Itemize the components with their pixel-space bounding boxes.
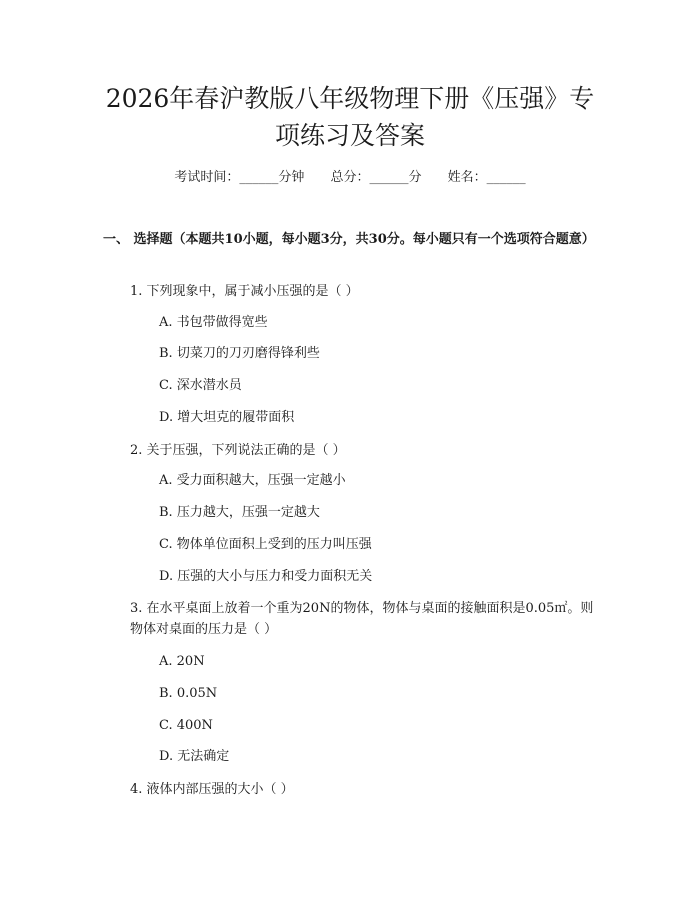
question-1-text: 1. 下列现象中，属于减小压强的是（ ） <box>130 284 359 299</box>
exam-meta <box>0 166 700 185</box>
question-1-option-b: B. 切菜刀的刀刃磨得锋利些 <box>159 346 320 361</box>
question-4-text: 4. 液体内部压强的大小（ ） <box>130 782 294 797</box>
question-2-text: 2. 关于压强，下列说法正确的是（ ） <box>130 443 346 458</box>
question-2-option-c: C. 物体单位面积上受到的压力叫压强 <box>159 537 372 552</box>
question-2-option-a: A. 受力面积越大，压强一定越小 <box>159 473 346 488</box>
question-2-option-b: B. 压力越大，压强一定越大 <box>159 505 320 520</box>
exam-name: 姓名：______ <box>447 170 526 185</box>
section-heading: 一、 选择题（本题共10小题，每小题3分，共30分。每小题只有一个选项符合题意） <box>103 232 595 247</box>
question-1-option-a: A. 书包带做得宽些 <box>159 315 268 330</box>
question-stem <box>103 281 603 302</box>
question-3-option-d: D. 无法确定 <box>159 749 230 764</box>
question-stem <box>103 779 603 800</box>
question-3-option-a: A. 20N <box>159 654 205 669</box>
exam-score: 总分：______分 <box>330 170 422 185</box>
question-stem <box>103 440 603 461</box>
title-line-1: 2026年春沪教版八年级物理下册《压强》专 <box>105 84 595 113</box>
question-3-option-b: B. 0.05N <box>159 686 218 701</box>
document-title <box>70 80 630 154</box>
question-1-option-d: D. 增大坦克的履带面积 <box>159 410 295 425</box>
question-2-option-d: D. 压强的大小与压力和受力面积无关 <box>159 569 373 584</box>
exam-time: 考试时间：______分钟 <box>174 170 305 185</box>
title-line-2: 项练习及答案 <box>274 121 425 150</box>
question-1-option-c: C. 深水潜水员 <box>159 378 242 393</box>
question-3-text: 3. 在水平桌面上放着一个重为20N的物体，物体与桌面的接触面积是0.05㎡。则物体对桌面的压力是（ ） <box>130 601 594 637</box>
question-3-option-c: C. 400N <box>159 718 213 733</box>
question-stem <box>103 598 603 640</box>
